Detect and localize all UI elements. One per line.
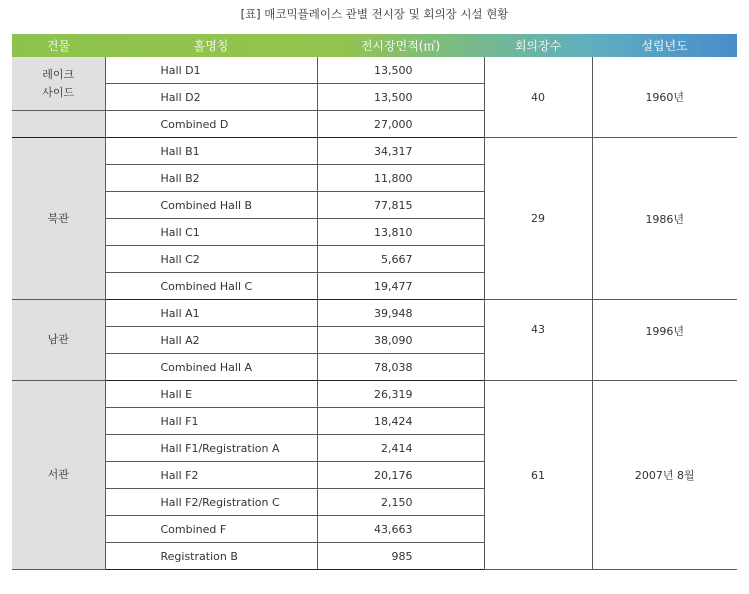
hall-name-cell: Combined Hall C bbox=[105, 273, 317, 300]
meeting-rooms-cell: 29 bbox=[484, 138, 592, 300]
area-cell: 985 bbox=[317, 543, 484, 570]
table-row bbox=[12, 381, 737, 408]
hall-name-cell: Hall A1 bbox=[105, 300, 317, 327]
area-cell: 27,000 bbox=[317, 111, 484, 138]
established-year-cell: 1996년 bbox=[592, 300, 737, 381]
hall-name-cell: Hall D2 bbox=[105, 84, 317, 111]
area-cell: 38,090 bbox=[317, 327, 484, 354]
hall-name-cell: Hall C1 bbox=[105, 219, 317, 246]
hall-name-cell: Hall B1 bbox=[105, 138, 317, 165]
area-cell: 34,317 bbox=[317, 138, 484, 165]
hall-name-cell: Hall F2 bbox=[105, 462, 317, 489]
meeting-rooms-cell: 40 bbox=[484, 57, 592, 138]
hall-name-cell: Hall D1 bbox=[105, 57, 317, 84]
hall-name-cell: Hall B2 bbox=[105, 165, 317, 192]
header-established-year: 설립년도 bbox=[641, 39, 688, 53]
building-cell: 서관 bbox=[12, 381, 105, 570]
established-year-cell: 2007년 8월 bbox=[592, 381, 737, 570]
hall-name-cell: Registration B bbox=[105, 543, 317, 570]
building-cell bbox=[12, 111, 105, 138]
table-row bbox=[12, 57, 737, 84]
table-caption: [표] 매코믹플레이스 관별 전시장 및 회의장 시설 현황 bbox=[240, 7, 509, 21]
hall-name-cell: Combined Hall A bbox=[105, 354, 317, 381]
area-cell: 13,500 bbox=[317, 84, 484, 111]
area-cell: 13,500 bbox=[317, 57, 484, 84]
hall-name-cell: Hall C2 bbox=[105, 246, 317, 273]
header-hall-name: 홀명칭 bbox=[193, 39, 229, 53]
header-meeting-rooms: 회의장수 bbox=[514, 39, 562, 53]
area-cell: 20,176 bbox=[317, 462, 484, 489]
area-cell: 26,319 bbox=[317, 381, 484, 408]
building-name: 사이드 bbox=[42, 85, 75, 99]
area-cell: 19,477 bbox=[317, 273, 484, 300]
hall-name-cell: Combined Hall B bbox=[105, 192, 317, 219]
table-row bbox=[12, 138, 737, 165]
hall-name-cell: Hall F1 bbox=[105, 408, 317, 435]
hall-name-cell: Hall F2/Registration C bbox=[105, 489, 317, 516]
facility-table bbox=[12, 34, 737, 570]
established-year-cell: 1960년 bbox=[592, 57, 737, 138]
area-cell: 5,667 bbox=[317, 246, 484, 273]
hall-name-cell: Hall A2 bbox=[105, 327, 317, 354]
area-cell: 77,815 bbox=[317, 192, 484, 219]
building-cell bbox=[12, 57, 105, 111]
hall-name-cell: Hall E bbox=[105, 381, 317, 408]
header-building: 건물 bbox=[46, 39, 71, 53]
meeting-rooms-cell: 61 bbox=[484, 381, 592, 570]
meeting-rooms-cell: 43 bbox=[484, 300, 592, 381]
hall-name-cell: Combined D bbox=[105, 111, 317, 138]
hall-name-cell: Combined F bbox=[105, 516, 317, 543]
area-cell: 11,800 bbox=[317, 165, 484, 192]
building-cell: 북관 bbox=[12, 138, 105, 300]
table-row bbox=[12, 300, 737, 327]
building-cell: 남관 bbox=[12, 300, 105, 381]
hall-name-cell: Hall F1/Registration A bbox=[105, 435, 317, 462]
header-exhibition-area: 전시장면적(㎡) bbox=[360, 39, 441, 53]
area-cell: 13,810 bbox=[317, 219, 484, 246]
table-header-row bbox=[12, 34, 737, 57]
area-cell: 2,414 bbox=[317, 435, 484, 462]
area-cell: 18,424 bbox=[317, 408, 484, 435]
area-cell: 78,038 bbox=[317, 354, 484, 381]
building-name: 레이크 bbox=[42, 67, 75, 81]
area-cell: 43,663 bbox=[317, 516, 484, 543]
area-cell: 2,150 bbox=[317, 489, 484, 516]
established-year-cell: 1986년 bbox=[592, 138, 737, 300]
area-cell: 39,948 bbox=[317, 300, 484, 327]
